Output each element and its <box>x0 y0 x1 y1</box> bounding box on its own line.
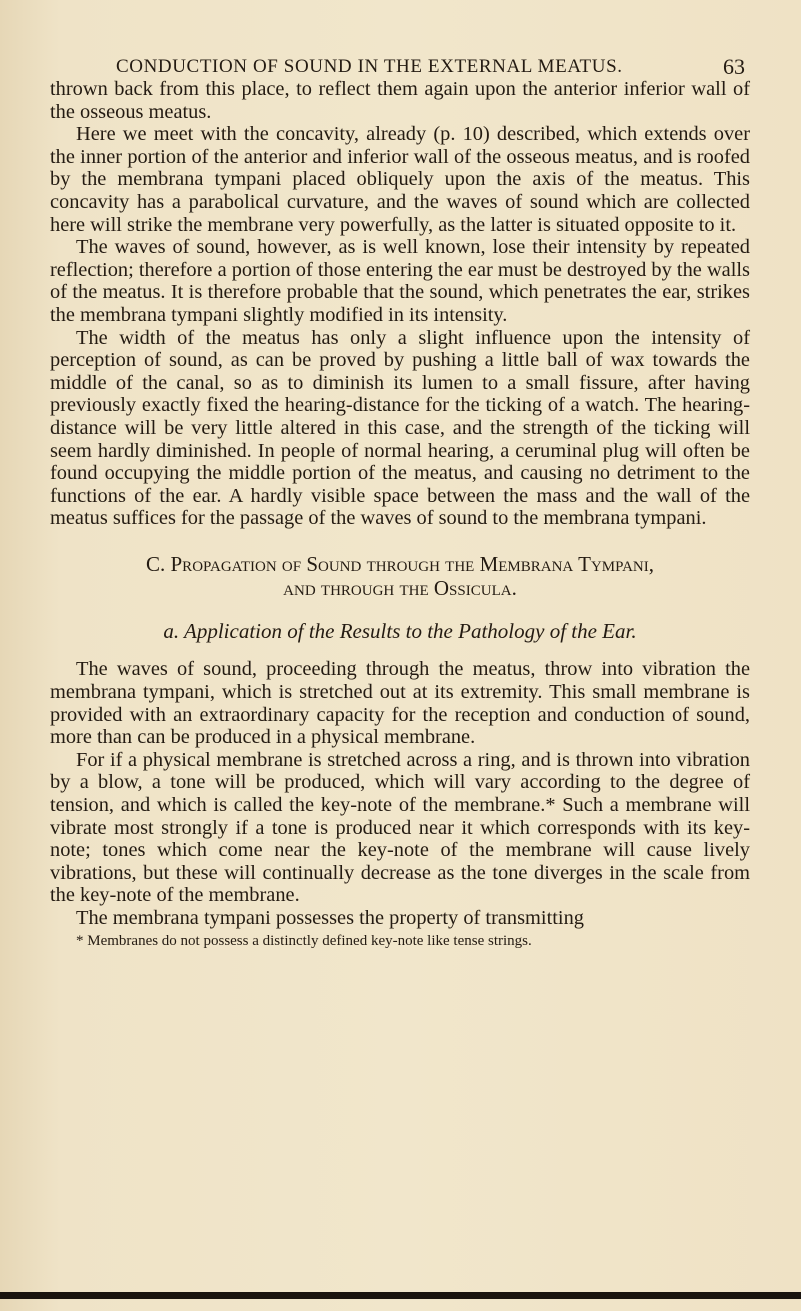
paragraph: The width of the meatus has only a slight influence upon the intensity of perception of sound, as can be proved by pushing a little ball of wax towards the middle of the canal, so as to diminish its lumen to a small fissure, after having previously exactly fixed the hearing-distance for the ticking of a watch. The hearing-distance will be very little altered in this case, and the strength of the ticking will seem hardly diminished. In people of normal hearing, a ceruminal plug will often be found occupying the middle portion of the meatus, and causing no detriment to the functions of the ear. A hardly visible space between the mass and the wall of the meatus suffices for the passage of the waves of sound to the membrana tympani. <box>50 326 750 530</box>
paragraph: The waves of sound, proceeding through the meatus, throw into vibration the membrana tympani, which is stretched out at its extremity. This small membrane is provided with an extraordinary capacity for the reception and conduction of sound, more than can be produced in a physical membrane. <box>50 658 750 749</box>
paragraph: The waves of sound, however, as is well known, lose their intensity by repeated reflection; therefore a portion of those entering the ear must be destroyed by the walls of the meatus. It is therefore probable that the sound, which penetrates the ear, strikes the membrana tympani slightly modified in its intensity. <box>50 236 750 326</box>
section-title-line1: C. Propagation of Sound through the Membrana Tympani, <box>146 551 654 576</box>
bottom-edge-rule <box>0 1292 801 1299</box>
page-body <box>50 78 750 950</box>
page-number: 63 <box>723 54 745 79</box>
subsection-heading: a. Application of the Results to the Pathology of the Ear. <box>163 618 637 643</box>
section-title <box>50 552 750 600</box>
footnote: * Membranes do not possess a distinctly defined key-note like tense strings. <box>76 932 532 949</box>
paragraph: thrown back from this place, to reflect them again upon the anterior inferior wall of the osseous meatus. <box>50 78 750 123</box>
paragraph: The membrana tympani possesses the property of transmitting <box>76 907 584 929</box>
section-title-line2: and through the Ossicula. <box>283 575 517 600</box>
paragraph: For if a physical membrane is stretched across a ring, and is thrown into vibration by a blow, a tone will be produced, which will vary according to the degree of tension, and which is called the key-note of the membrane.* Such a membrane will vibrate most strongly if a tone is produced near it which corresponds with its key-note; tones which come near the key-note of the membrane will cause lively vibrations, but these will continually decrease as the tone diverges in the scale from the key-note of the membrane. <box>50 748 750 907</box>
running-header: CONDUCTION OF SOUND IN THE EXTERNAL MEATUS. <box>116 56 623 77</box>
paragraph: Here we meet with the concavity, already (p. 10) described, which extends over the inner portion of the anterior and inferior wall of the osseous meatus, and is roofed by the membrana tympani placed obliquely upon the axis of the meatus. This concavity has a parabolical curvature, and the waves of sound which are collected here will strike the membrane very powerfully, as the latter is situated opposite to it. <box>50 123 750 236</box>
